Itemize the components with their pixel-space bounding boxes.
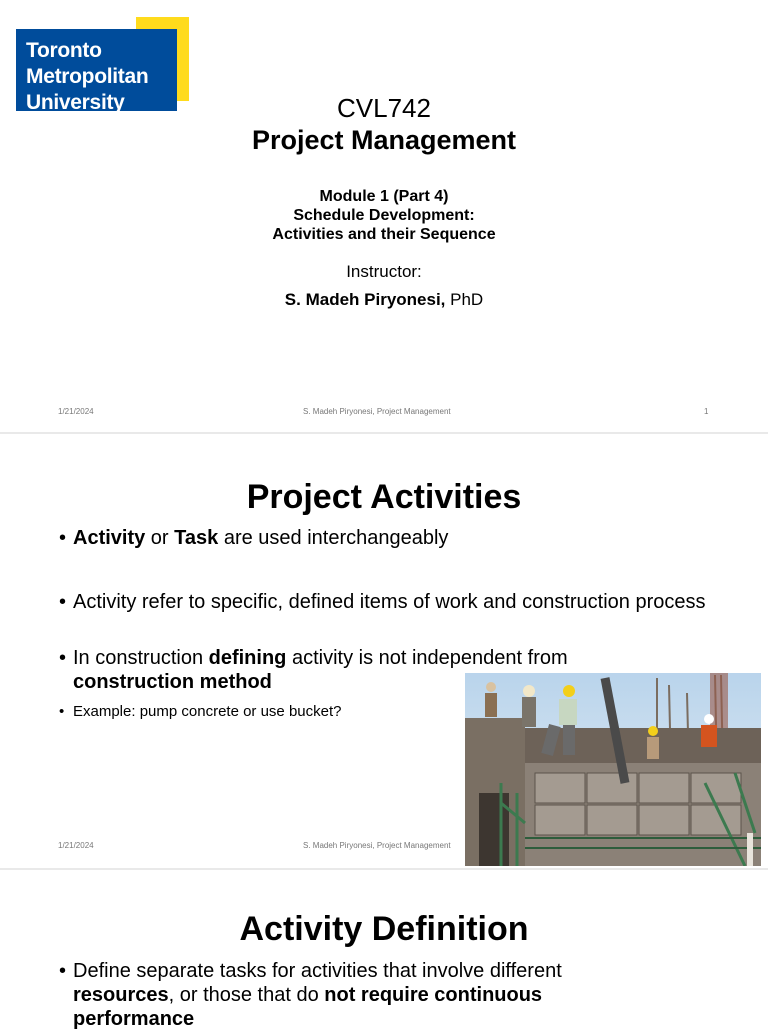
bullet-text: Example: pump concrete or use bucket? [73, 703, 342, 720]
text: or [145, 527, 175, 549]
course-code: CVL742 [337, 93, 431, 123]
logo-line: University [26, 91, 125, 114]
instructor-degree: PhD [445, 290, 484, 309]
text: are used interchangeably [218, 527, 449, 549]
footer-center: S. Madeh Piryonesi, Project Management [303, 841, 451, 850]
text: , or those that do [168, 984, 325, 1006]
bold-term: Activity [73, 527, 146, 549]
footer-date: 1/21/2024 [58, 841, 94, 850]
module-heading [0, 187, 768, 244]
bullet-item [59, 959, 639, 1031]
bold-term: Task [174, 527, 219, 549]
bullet-dot-icon: • [59, 647, 67, 669]
footer-page: 1 [704, 407, 709, 416]
text: In construction [73, 647, 209, 669]
bold-term: resources [73, 984, 169, 1006]
instructor-label: Instructor: [346, 262, 422, 281]
slide-title: Activity Definition [239, 910, 529, 948]
logo-line: Metropolitan [26, 65, 149, 88]
module-line: Schedule Development: [293, 207, 475, 224]
bold-term: not require continuous performance [73, 984, 543, 1030]
instructor-name-line [0, 290, 768, 310]
bullet-item [59, 590, 709, 614]
sub-bullet-item [59, 703, 459, 721]
bullet-dot-icon: • [59, 703, 65, 720]
logo-line: Toronto [26, 39, 102, 62]
text: activity is not independent from [286, 647, 568, 669]
construction-photo [465, 673, 761, 866]
text: Define separate tasks for activities that involve different [73, 960, 562, 982]
footer-date: 1/21/2024 [58, 407, 94, 416]
bullet-item [59, 526, 719, 550]
bullet-dot-icon: • [59, 960, 67, 982]
construction-photo-svg [465, 673, 761, 866]
instructor-name: S. Madeh Piryonesi, [284, 290, 446, 309]
footer-center: S. Madeh Piryonesi, Project Management [303, 407, 451, 416]
bold-term: defining [208, 647, 287, 669]
bullet-dot-icon: • [59, 591, 67, 613]
bullet-dot-icon: • [59, 527, 67, 549]
title-slide [0, 0, 768, 432]
slide-title: Project Activities [246, 478, 522, 516]
activity-definition-slide [0, 870, 768, 1030]
bold-term: construction method [73, 671, 272, 693]
bullet-text: Activity refer to specific, defined items of work and construction process [73, 591, 706, 613]
project-activities-slide [0, 434, 768, 868]
module-line: Module 1 (Part 4) [319, 188, 449, 205]
course-title: Project Management [251, 125, 517, 155]
module-line: Activities and their Sequence [272, 226, 496, 243]
